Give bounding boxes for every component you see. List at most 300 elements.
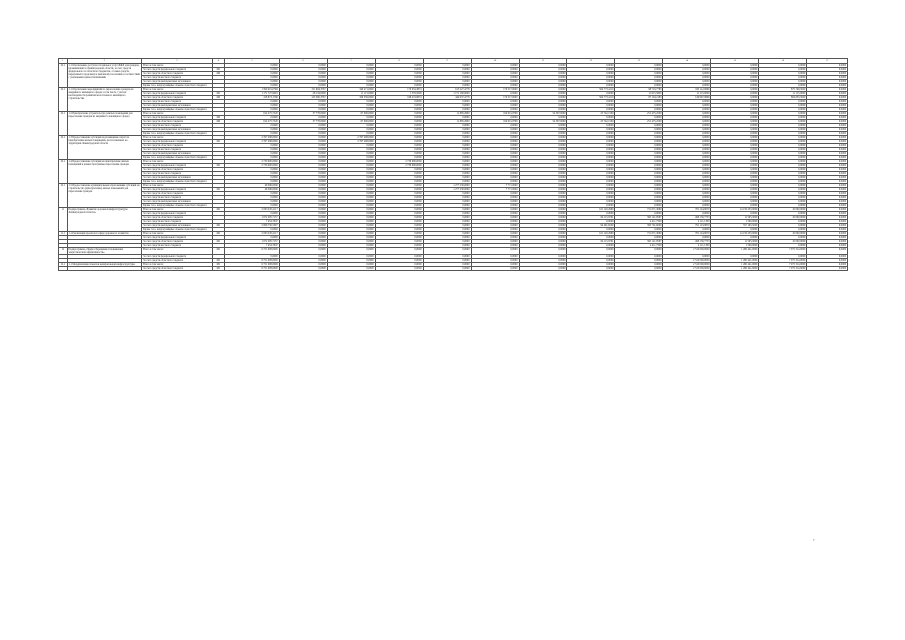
value-cell: 0,0000 <box>519 196 567 200</box>
value-cell: 0,0000 <box>327 180 375 184</box>
value-cell: 0,0000 <box>663 120 711 124</box>
value-cell: 7 454,7847 <box>225 220 279 224</box>
value-cell: 0,0000 <box>375 140 423 144</box>
value-cell: 0,0000 <box>663 168 711 172</box>
value-cell: 0,0000 <box>471 248 519 255</box>
value-cell: 0,0000 <box>759 236 807 240</box>
section-title-cell: 1.4 Предоставление субсидий на приобретение жилых помещений в рамках программы переселения граждан <box>67 160 142 184</box>
value-cell: 0,0000 <box>567 140 615 144</box>
funding-source-cell: За счет средств местного бюджета <box>142 220 212 224</box>
funding-source-cell: Всего в том числе: <box>142 184 212 188</box>
value-cell: 0,0000 <box>759 104 807 108</box>
value-cell: 0,0000 <box>423 224 471 228</box>
value-cell: 0,0000 <box>759 244 807 248</box>
value-cell: 0,0000 <box>615 152 663 156</box>
value-cell: 0,0000 <box>279 84 327 88</box>
value-cell: 0,0000 <box>519 176 567 180</box>
value-cell: 0,0000 <box>663 72 711 76</box>
value-cell: 0,0000 <box>711 176 759 180</box>
value-cell: 0,0000 <box>807 92 848 96</box>
value-cell: 0,0000 <box>327 152 375 156</box>
value-cell: 0,0000 <box>375 244 423 248</box>
value-cell: 0,0000 <box>471 216 519 220</box>
value-cell: 0,0000 <box>807 212 848 216</box>
value-cell: 781 124,9070 <box>663 232 711 236</box>
value-cell: 0,0000 <box>567 116 615 120</box>
value-cell: 0,0000 <box>519 108 567 112</box>
value-cell: 0,0000 <box>711 168 759 172</box>
value-cell: 0,0000 <box>807 88 848 92</box>
funding-source-cell: Кроме того, непрограммные объемы областного бюджета <box>142 108 212 112</box>
value-cell: 0,0000 <box>423 64 471 68</box>
value-cell: 0,0000 <box>711 172 759 176</box>
value-cell: 0,0000 <box>327 240 375 244</box>
column-number-cell: 1 <box>59 59 68 64</box>
value-cell: 0,0000 <box>279 255 327 259</box>
value-cell: 0,0000 <box>663 112 711 116</box>
value-cell: 0,0000 <box>615 128 663 132</box>
value-cell: 0,0000 <box>615 160 663 164</box>
value-cell: 0,0000 <box>567 148 615 152</box>
value-cell: 0,0000 <box>567 132 615 136</box>
value-cell: 0,0000 <box>375 120 423 124</box>
value-cell: 0,0000 <box>567 168 615 172</box>
value-cell: 0,0000 <box>567 255 615 259</box>
value-cell: 0,0000 <box>225 200 279 204</box>
value-cell: 0,0000 <box>807 144 848 148</box>
value-cell: 0,0000 <box>807 68 848 72</box>
value-cell: 444 037,4776 <box>423 96 471 100</box>
value-cell: 0,0000 <box>471 259 519 263</box>
value-cell: 2 730 000,0000 <box>225 160 279 164</box>
value-cell: 0,0000 <box>711 228 759 232</box>
value-cell: 0,0000 <box>519 220 567 224</box>
value-cell: 0,0000 <box>327 176 375 180</box>
value-cell: 0,0000 <box>225 176 279 180</box>
value-cell: 0,0000 <box>519 259 567 263</box>
value-cell: 791 123,9870 <box>663 224 711 228</box>
value-cell: 0,0000 <box>519 192 567 196</box>
value-cell: 0,0000 <box>759 100 807 104</box>
value-cell: 0,0000 <box>423 108 471 112</box>
value-cell: 1 260 441,0000 <box>711 248 759 255</box>
value-cell: 0,0000 <box>279 124 327 128</box>
value-cell: 0,0000 <box>225 124 279 128</box>
funding-source-cell: Всего в том числе: <box>142 248 212 255</box>
funding-source-cell: За счет средств федерального бюджета <box>142 212 212 216</box>
value-cell: 0,0000 <box>519 180 567 184</box>
value-cell: 0,0000 <box>471 180 519 184</box>
value-cell: 0,0000 <box>663 184 711 188</box>
section-number-cell: 12.1 <box>60 263 66 266</box>
value-cell: 0,0000 <box>375 100 423 104</box>
value-cell: 1 590 401,0769 <box>225 88 279 92</box>
value-cell: 0,0000 <box>375 232 423 236</box>
value-cell: 615 227,4776 <box>423 88 471 92</box>
value-cell: 0,0000 <box>711 136 759 140</box>
value-cell: 0,0000 <box>615 204 663 208</box>
value-cell: 0,0000 <box>663 156 711 160</box>
value-cell: 0,0000 <box>759 224 807 228</box>
value-cell: 0,0000 <box>615 176 663 180</box>
value-cell: 0,0000 <box>327 172 375 176</box>
value-cell: 0,0000 <box>375 196 423 200</box>
funding-source-cell: За счет средств местного бюджета <box>142 196 212 200</box>
value-cell: 0,0000 <box>807 120 848 124</box>
value-cell: 0,0000 <box>807 84 848 88</box>
value-cell: 0,0000 <box>807 216 848 220</box>
value-cell: 0,0000 <box>423 244 471 248</box>
value-cell: 0,0000 <box>471 64 519 68</box>
funding-source-cell: За счет средств областного бюджета <box>142 96 212 100</box>
value-cell: 0,0000 <box>711 148 759 152</box>
funding-source-cell: За счет средств областного бюджета <box>142 240 212 244</box>
value-cell: 0,0000 <box>327 164 375 168</box>
value-cell: 0,0000 <box>279 267 327 271</box>
value-cell: 161 120,2960 <box>567 208 615 212</box>
funding-source-cell: За счет средств федерального бюджета <box>142 188 212 192</box>
value-cell: 0,0000 <box>711 204 759 208</box>
value-cell: 0,0000 <box>225 180 279 184</box>
value-cell: 0,0000 <box>807 263 848 267</box>
value-cell: 0,0000 <box>567 196 615 200</box>
value-cell: 0,0000 <box>711 184 759 188</box>
value-cell: 0,0000 <box>663 124 711 128</box>
value-cell: 0,0000 <box>519 240 567 244</box>
value-cell: 0,0000 <box>279 248 327 255</box>
value-cell: 0,0000 <box>375 208 423 212</box>
value-cell: 0,0000 <box>471 76 519 80</box>
value-cell: 0,0000 <box>711 236 759 240</box>
funding-source-cell: Кроме того, непрограммные объемы областного бюджета <box>142 180 212 184</box>
value-cell: 0,0000 <box>615 172 663 176</box>
value-cell: 0,0000 <box>375 212 423 216</box>
value-cell: 0,0000 <box>225 172 279 176</box>
code-cell: М1 <box>212 259 225 263</box>
value-cell: 1 500,0000 <box>711 220 759 224</box>
value-cell: 0,0000 <box>807 148 848 152</box>
value-cell: 0,0000 <box>471 240 519 244</box>
value-cell: 0,0000 <box>423 116 471 120</box>
value-cell: 0,0000 <box>519 88 567 92</box>
value-cell: 0,0000 <box>519 76 567 80</box>
value-cell: 0,0000 <box>615 140 663 144</box>
value-cell: 0,0000 <box>423 128 471 132</box>
value-cell: 87 104,2183 <box>615 96 663 100</box>
funding-source-cell: Кроме того, непрограммные объемы областного бюджета <box>142 204 212 208</box>
value-cell: 0,0000 <box>471 200 519 204</box>
value-cell: 0,0000 <box>279 228 327 232</box>
value-cell: 0,0000 <box>615 255 663 259</box>
value-cell: 0,0000 <box>519 96 567 100</box>
value-cell: 0,0000 <box>567 72 615 76</box>
value-cell: 0,0000 <box>423 192 471 196</box>
funding-source-cell: За счет средств внебюджетных источников <box>142 200 212 204</box>
value-cell: 0,0000 <box>471 212 519 216</box>
value-cell: 0,0000 <box>807 100 848 104</box>
value-cell: 0,0000 <box>225 196 279 200</box>
value-cell: 0,0000 <box>471 108 519 112</box>
value-cell: 0,0000 <box>279 200 327 204</box>
value-cell: 0,0000 <box>423 212 471 216</box>
value-cell: 0,0000 <box>279 108 327 112</box>
value-cell: 0,0000 <box>759 200 807 204</box>
value-cell: 0,0000 <box>327 148 375 152</box>
value-cell: 0,0000 <box>279 68 327 72</box>
value-cell: 0,0000 <box>225 132 279 136</box>
value-cell: 0,0000 <box>711 128 759 132</box>
value-cell: 0,0000 <box>711 192 759 196</box>
value-cell: 0,0000 <box>423 140 471 144</box>
value-cell: 751 671,3060 <box>615 208 663 212</box>
value-cell: 0,0000 <box>663 196 711 200</box>
funding-source-cell: Всего в том числе: <box>142 88 212 92</box>
value-cell: 0,0000 <box>615 228 663 232</box>
value-cell: 0,0000 <box>807 267 848 271</box>
table-row <box>59 267 848 271</box>
value-cell: 0,0000 <box>279 224 327 228</box>
value-cell: 54 597,0000 <box>519 112 567 116</box>
value-cell: 0,0000 <box>615 148 663 152</box>
value-cell: 0,0000 <box>225 236 279 240</box>
value-cell: 149 997,0666 <box>663 96 711 100</box>
value-cell: 0,0000 <box>375 224 423 228</box>
value-cell: 0,0000 <box>567 108 615 112</box>
value-cell: 0,0000 <box>225 148 279 152</box>
value-cell: 0,0000 <box>759 64 807 68</box>
value-cell: 0,0000 <box>711 180 759 184</box>
value-cell: 0,0000 <box>279 208 327 212</box>
value-cell: 0,0000 <box>375 76 423 80</box>
value-cell: 0,0000 <box>423 180 471 184</box>
value-cell: 0,0000 <box>471 140 519 144</box>
value-cell: 0,0000 <box>759 204 807 208</box>
code-cell: М1 <box>212 92 225 96</box>
value-cell: 0,0000 <box>567 176 615 180</box>
funding-source-cell: За счет средств федерального бюджета <box>142 92 212 96</box>
value-cell: 0,0000 <box>663 132 711 136</box>
value-cell: 0,0000 <box>519 267 567 271</box>
value-cell: 0,0000 <box>279 192 327 196</box>
value-cell: 7 771,0000 <box>471 184 519 188</box>
value-cell: 0,0000 <box>663 80 711 84</box>
value-cell: 0,0000 <box>519 160 567 164</box>
value-cell: 14 159 235,0000 <box>711 208 759 212</box>
value-cell: 1 277 230,0000 <box>423 184 471 188</box>
value-cell: 0,0000 <box>375 108 423 112</box>
value-cell: 0,0000 <box>519 136 567 140</box>
value-cell: 0,0000 <box>471 232 519 236</box>
code-cell: М2 <box>212 116 225 120</box>
value-cell: 0,0000 <box>225 76 279 80</box>
value-cell: 1 171 727,9003 <box>225 92 279 96</box>
value-cell: 0,0000 <box>567 124 615 128</box>
value-cell: 0,0000 <box>663 68 711 72</box>
value-cell: 0,0000 <box>375 136 423 140</box>
value-cell: 0,0000 <box>375 176 423 180</box>
value-cell: 0,0000 <box>375 116 423 120</box>
value-cell: 0,0000 <box>663 160 711 164</box>
value-cell: 0,0000 <box>663 144 711 148</box>
value-cell: 0,0000 <box>471 80 519 84</box>
section-title-cell: Подпрограмма «Энергосбережение и повышение энергетической эффективности» <box>67 248 142 255</box>
value-cell: 0,0000 <box>375 263 423 267</box>
value-cell: 0,0000 <box>327 267 375 271</box>
value-cell: 0,0000 <box>423 76 471 80</box>
value-cell: 0,0000 <box>567 236 615 240</box>
value-cell: 0,0000 <box>807 255 848 259</box>
value-cell: 0,0000 <box>225 116 279 120</box>
value-cell: 0,0000 <box>759 140 807 144</box>
value-cell: 0,0000 <box>423 148 471 152</box>
funding-source-cell: За счет средств федерального бюджета <box>142 116 212 120</box>
value-cell: 0,0000 <box>567 228 615 232</box>
value-cell: 0,0000 <box>663 212 711 216</box>
funding-source-cell: За счет средств местного бюджета <box>142 100 212 104</box>
value-cell: 0,0000 <box>279 220 327 224</box>
funding-source-cell: За счет средств областного бюджета <box>142 144 212 148</box>
value-cell: 0,0000 <box>567 244 615 248</box>
value-cell: 0,0000 <box>711 104 759 108</box>
value-cell: 0,0000 <box>711 120 759 124</box>
value-cell: 0,0000 <box>279 263 327 267</box>
value-cell: 0,0000 <box>327 168 375 172</box>
value-cell: 160 112,0666 <box>663 88 711 92</box>
value-cell: 2 411,7500 <box>615 220 663 224</box>
section-number-cell: 10.1 <box>59 64 68 88</box>
value-cell: 0,0000 <box>567 104 615 108</box>
value-cell: 0,0000 <box>711 80 759 84</box>
value-cell: 0,0000 <box>519 224 567 228</box>
funding-source-cell: За счет средств внебюджетных источников <box>142 128 212 132</box>
value-cell: 875 748,3930 <box>759 88 807 92</box>
value-cell: 64 115,9761 <box>567 216 615 220</box>
column-number-cell: 4 <box>212 59 225 64</box>
value-cell: 0,0000 <box>225 156 279 160</box>
value-cell: 0,0000 <box>519 200 567 204</box>
funding-source-cell: Всего в том числе: <box>142 64 212 68</box>
value-cell: 0,0000 <box>279 156 327 160</box>
value-cell: 0,0000 <box>615 80 663 84</box>
code-cell: М1 <box>212 68 225 72</box>
value-cell: 0,0000 <box>711 76 759 80</box>
value-cell: 0,0000 <box>519 263 567 267</box>
value-cell: 64 115,9761 <box>567 240 615 244</box>
section-number-cell: 10.1 <box>59 184 68 208</box>
value-cell: 0,0000 <box>279 152 327 156</box>
value-cell: 0,0000 <box>567 263 615 267</box>
value-cell: 0,0000 <box>225 255 279 259</box>
value-cell: 0,0000 <box>663 108 711 112</box>
value-cell: 0,0000 <box>711 116 759 120</box>
value-cell: 0,0000 <box>279 132 327 136</box>
value-cell: 2 411,7500 <box>615 244 663 248</box>
value-cell: 0,0000 <box>711 188 759 192</box>
value-cell: 0,0000 <box>279 80 327 84</box>
funding-source-cell: Всего в том числе: <box>142 136 212 140</box>
value-cell: 0,0000 <box>759 136 807 140</box>
funding-source-cell: Кроме того, непрограммные объемы областного бюджета <box>142 132 212 136</box>
code-cell: М1 <box>212 208 225 212</box>
value-cell: 0,0000 <box>519 144 567 148</box>
value-cell: 0,0000 <box>807 192 848 196</box>
value-cell: 0,0000 <box>327 76 375 80</box>
value-cell: 10 000,0000 <box>759 232 807 236</box>
value-cell: 0,0000 <box>327 208 375 212</box>
value-cell: 0,0000 <box>807 180 848 184</box>
value-cell: 0,0000 <box>759 160 807 164</box>
value-cell: 0,0000 <box>663 188 711 192</box>
value-cell: 0,0000 <box>327 184 375 188</box>
value-cell: 0,0000 <box>759 180 807 184</box>
value-cell: 0,0000 <box>567 84 615 88</box>
value-cell: 0,0000 <box>327 232 375 236</box>
value-cell: 0,0000 <box>519 140 567 144</box>
value-cell: 6 751 008,0000 <box>225 263 279 267</box>
value-cell: 170 054,3874 <box>375 88 423 92</box>
value-cell: 0,0000 <box>279 188 327 192</box>
value-cell: 0,0000 <box>279 128 327 132</box>
value-cell: 2 111,1300 <box>663 244 711 248</box>
value-cell: 0,0000 <box>711 100 759 104</box>
value-cell: 0,0000 <box>807 168 848 172</box>
value-cell: 0,0000 <box>759 172 807 176</box>
value-cell: 0,0000 <box>279 72 327 76</box>
value-cell: 0,0000 <box>225 168 279 172</box>
value-cell: 0,0000 <box>375 180 423 184</box>
value-cell: 0,0000 <box>567 267 615 271</box>
code-cell: М1 <box>212 140 225 144</box>
value-cell: 0,0000 <box>759 220 807 224</box>
value-cell: 504 773,4110 <box>567 96 615 100</box>
value-cell: 0,0000 <box>225 212 279 216</box>
value-cell: 0,0000 <box>375 184 423 188</box>
value-cell: 0,0000 <box>279 176 327 180</box>
value-cell: 11 895,2900 <box>423 120 471 124</box>
value-cell: 0,0000 <box>471 128 519 132</box>
value-cell: 0,0000 <box>471 148 519 152</box>
value-cell: 0,0000 <box>615 192 663 196</box>
value-cell: 0,0000 <box>807 156 848 160</box>
value-cell: 0,0000 <box>471 244 519 248</box>
value-cell: 0,0000 <box>615 248 663 255</box>
value-cell: 0,0000 <box>327 204 375 208</box>
value-cell: 6 751 008,0000 <box>225 259 279 263</box>
value-cell: 0,0000 <box>279 104 327 108</box>
value-cell: 0,0000 <box>759 168 807 172</box>
value-cell: 0,0000 <box>471 176 519 180</box>
value-cell: 0,0000 <box>225 108 279 112</box>
value-cell: 14 159 235,0000 <box>711 232 759 236</box>
code-cell: М1 <box>212 232 225 236</box>
value-cell: 0,0000 <box>225 72 279 76</box>
funding-source-cell: За счет средств федерального бюджета <box>142 255 212 259</box>
value-cell: 10 000,0000 <box>759 208 807 212</box>
value-cell: 0,0000 <box>519 248 567 255</box>
value-cell: 0,0000 <box>423 196 471 200</box>
funding-source-cell: За счет средств областного бюджета <box>142 259 212 263</box>
value-cell: 0,0000 <box>759 80 807 84</box>
funding-source-cell: За счет средств внебюджетных источников <box>142 152 212 156</box>
section-number-cell: 10.1 <box>59 88 68 112</box>
value-cell: 164 915,8790 <box>471 112 519 116</box>
value-cell: 164 915,8790 <box>471 120 519 124</box>
value-cell: 0,0000 <box>807 200 848 204</box>
value-cell: 0,0000 <box>711 108 759 112</box>
value-cell: 0,0000 <box>519 204 567 208</box>
value-cell: 0,0000 <box>375 80 423 84</box>
value-cell: 6 751 008,0000 <box>225 248 279 255</box>
